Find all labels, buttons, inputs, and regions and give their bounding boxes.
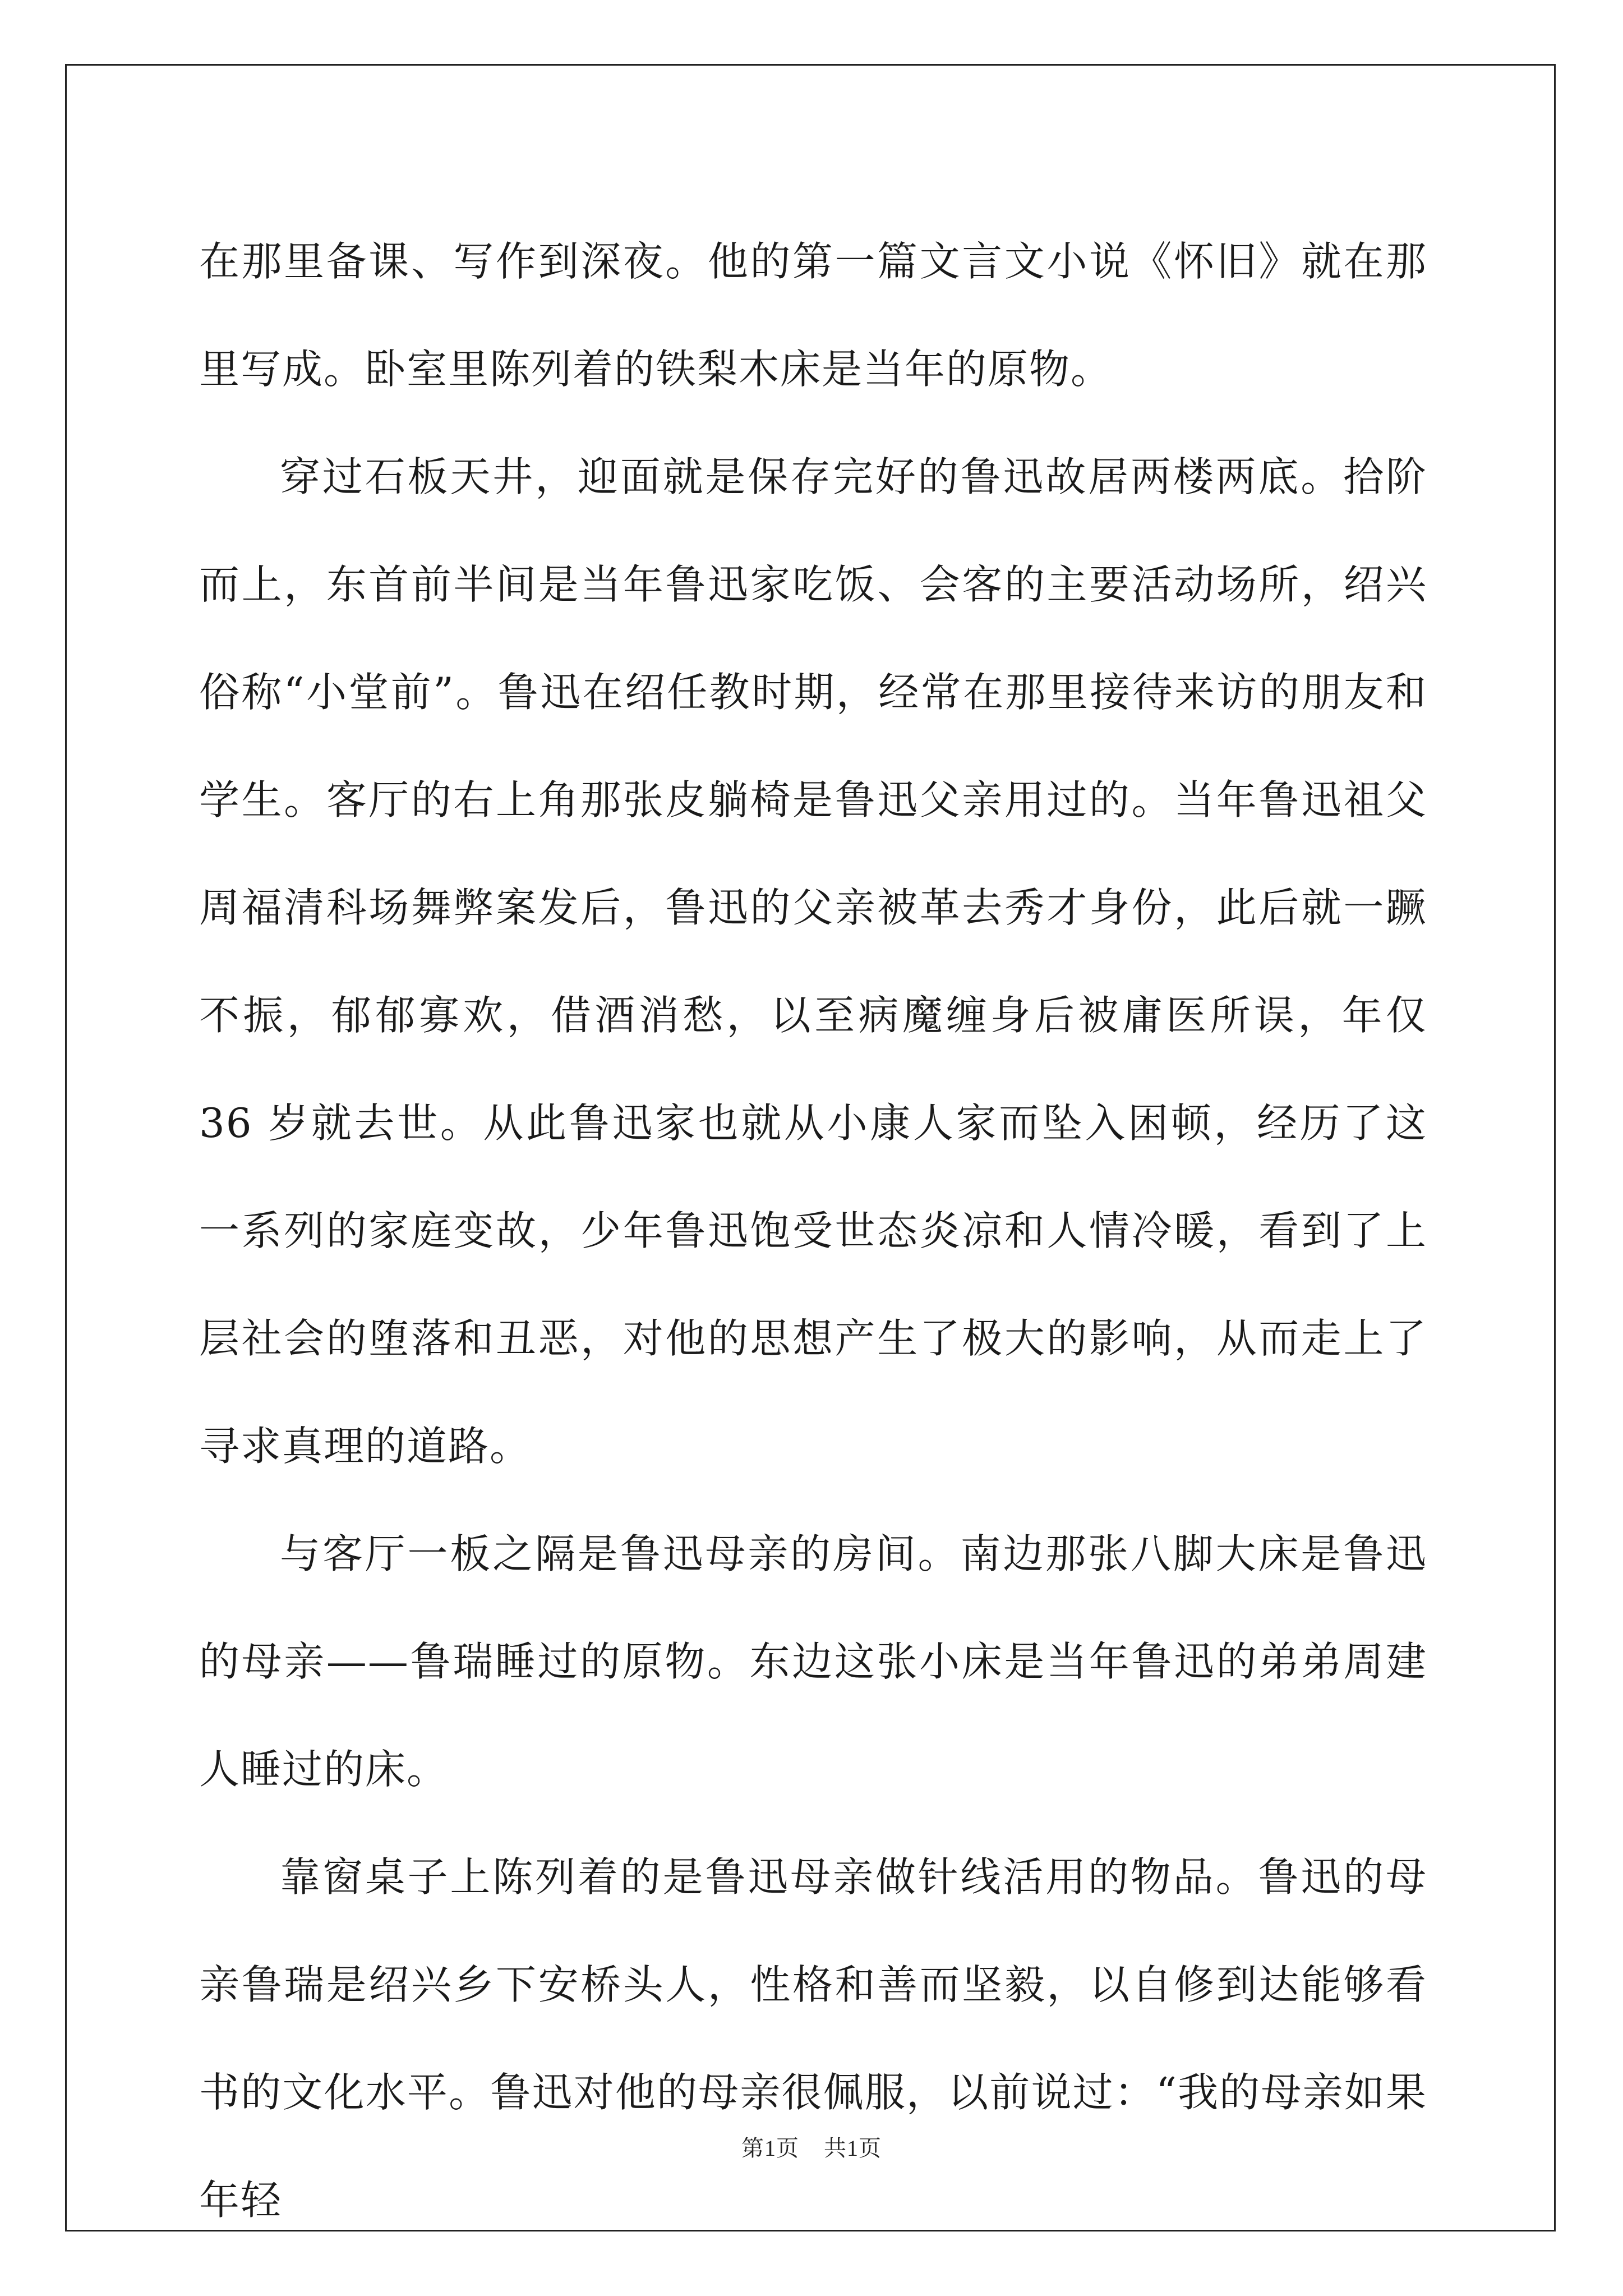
paragraph-2: 穿过石板天井，迎面就是保存完好的鲁迅故居两楼两底。拾阶而上，东首前半间是当年鲁迅家吃饭、会客的主要活动场所，绍兴俗称“小堂前”。鲁迅在绍任教时期，经常在那里接待来访的朋友和学生。客厅的右上角那张皮躺椅是鲁迅父亲用过的。当年鲁迅祖父周福清科场舞弊案发后，鲁迅的父亲被革去秀才身份，此后就一蹶不振，郁郁寡欢，借酒消愁，以至病魔缠身后被庸医所误，年仅 36 岁就去世。从此鲁迅家也就从小康人家而坠入困顿，经历了这一系列的家庭变故，少年鲁迅饱受世态炎凉和人情冷暖，看到了上层社会的堕落和丑恶，对他的思想产生了极大的影响，从而走上了寻求真理的道路。: [199, 453, 1427, 1470]
page-footer: [0, 2131, 1623, 2162]
page-number-current: 第1页: [741, 2136, 799, 2161]
paragraph-4: 靠窗桌子上陈列着的是鲁迅母亲做针线活用的物品。鲁迅的母亲鲁瑞是绍兴乡下安桥头人，性格和善而坚毅，以自修到达能够看书的文化水平。鲁迅对他的母亲很佩服，以前说过：“我的母亲如果年轻: [199, 1853, 1427, 2224]
document-body: [199, 208, 1427, 2254]
page-number-total: 共1页: [824, 2136, 882, 2161]
paragraph-3: 与客厅一板之隔是鲁迅母亲的房间。南边那张八脚大床是鲁迅的母亲——鲁瑞睡过的原物。东边这张小床是当年鲁迅的弟弟周建人睡过的床。: [199, 1530, 1427, 1793]
paragraph-1: 在那里备课、写作到深夜。他的第一篇文言文小说《怀旧》就在那里写成。卧室里陈列着的铁梨木床是当年的原物。: [199, 238, 1427, 393]
